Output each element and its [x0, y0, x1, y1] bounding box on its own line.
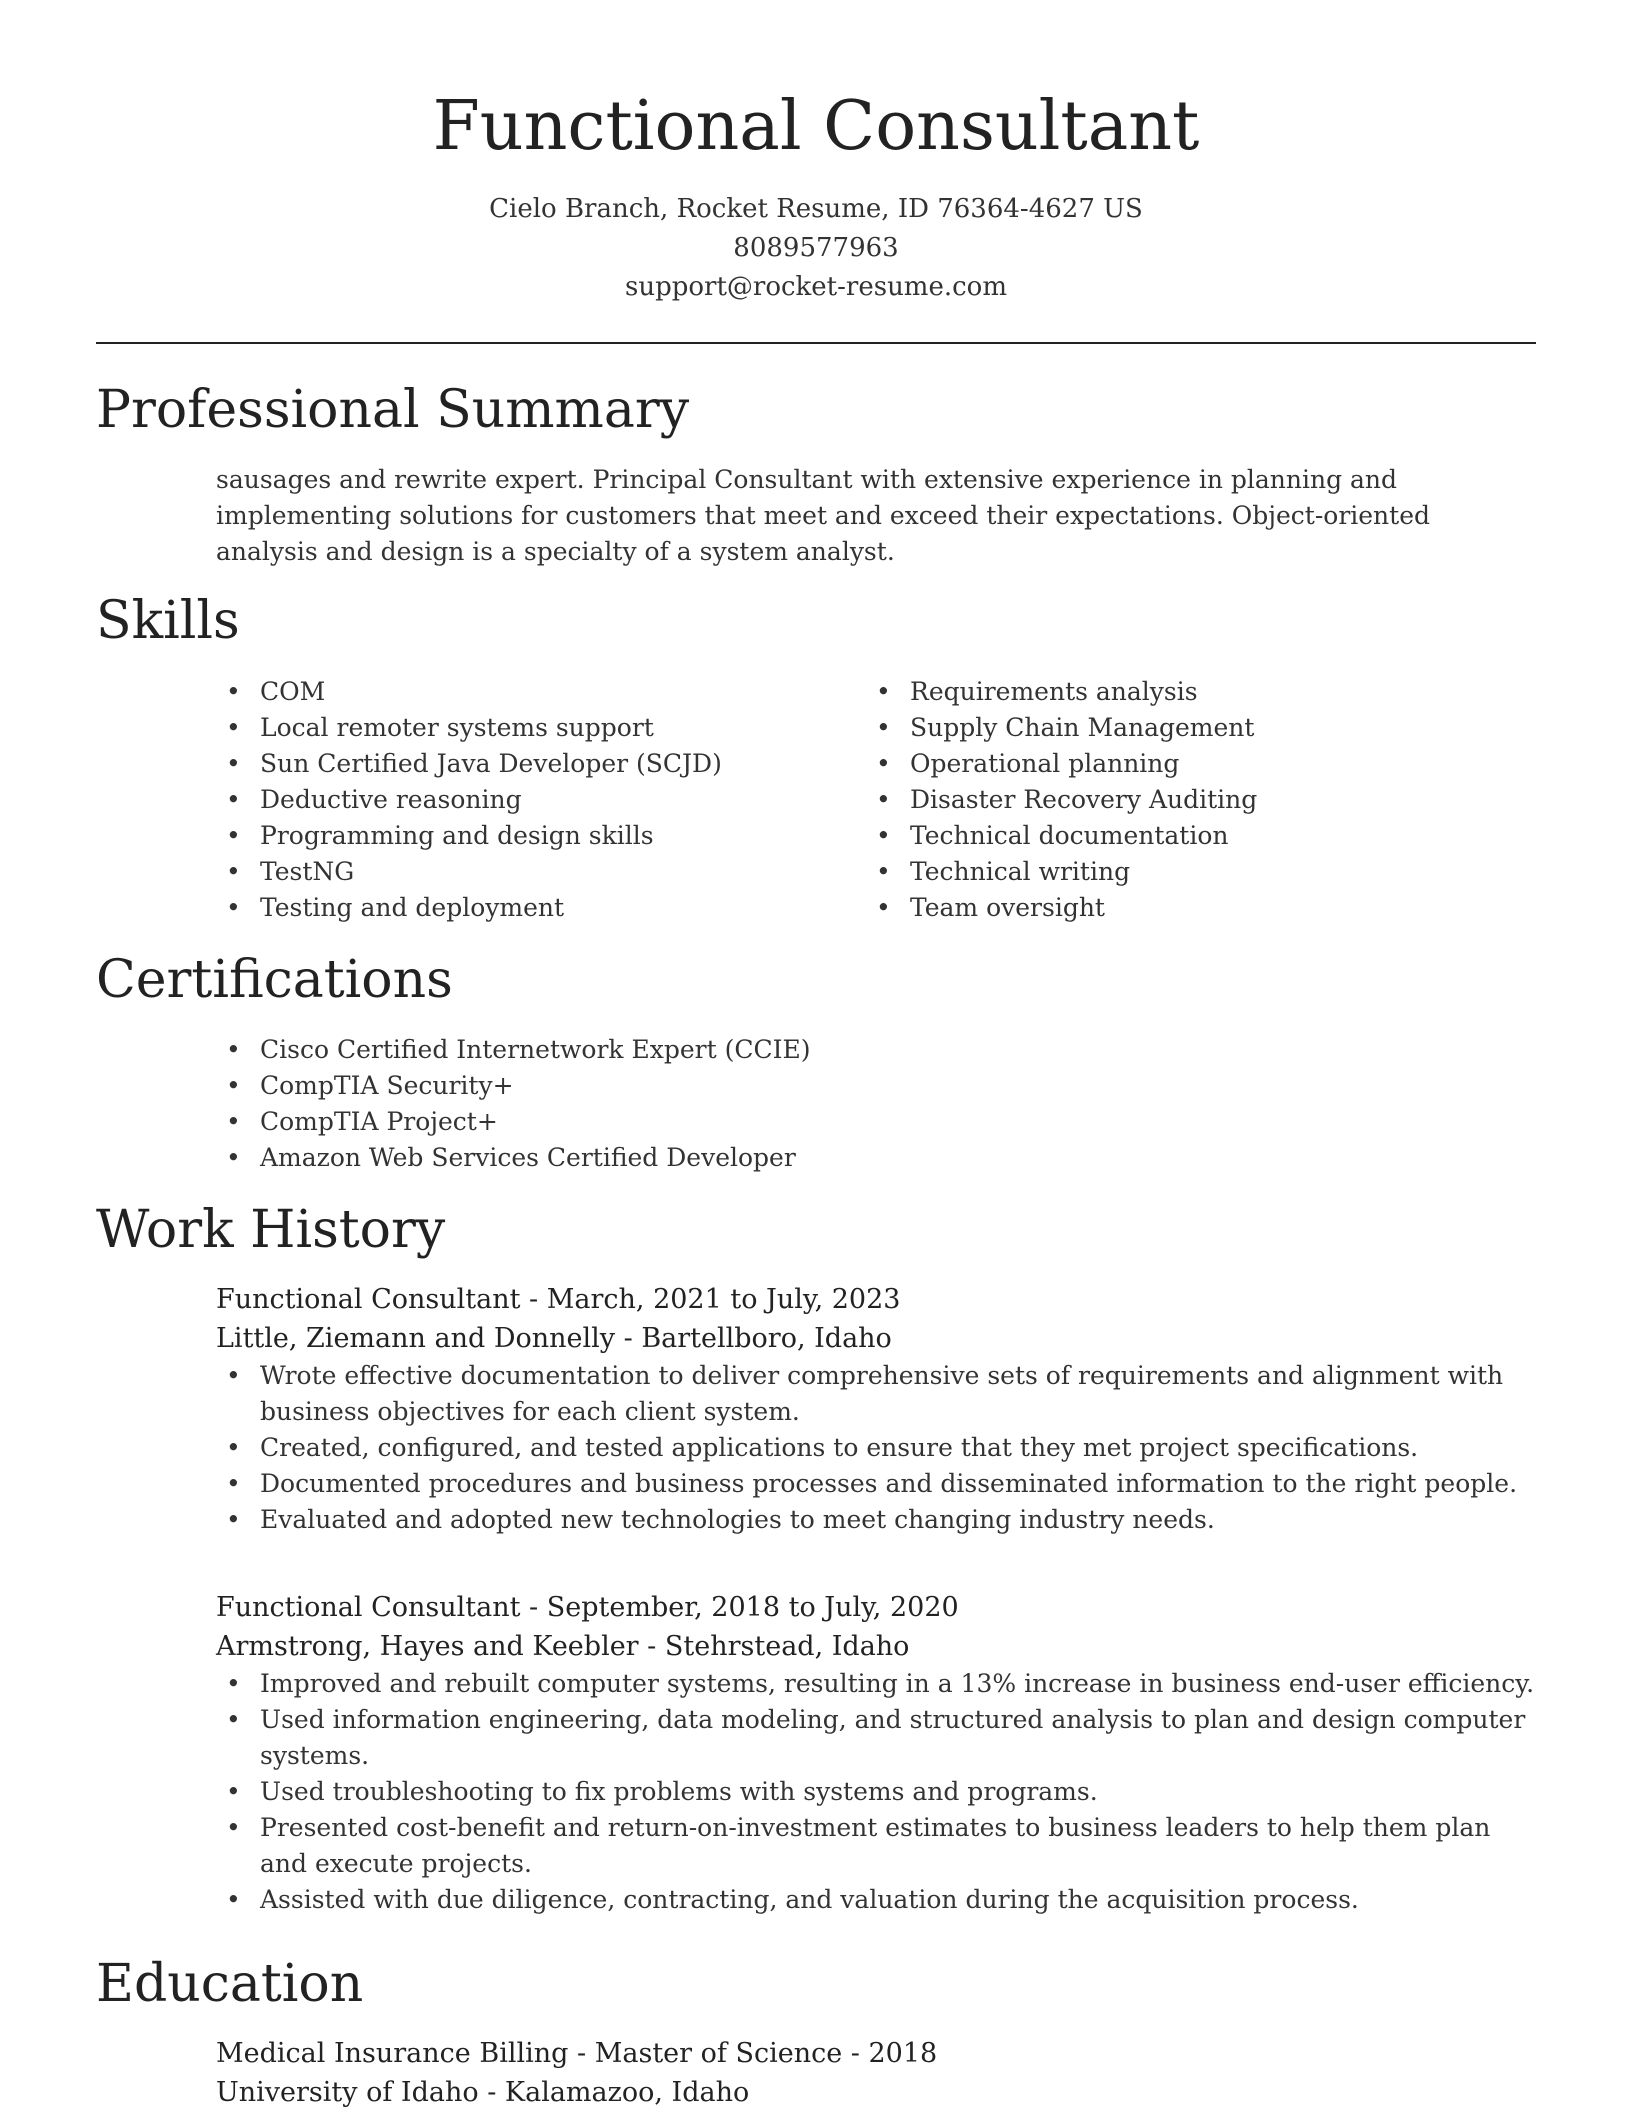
job-title-line: Functional Consultant - September, 2018 to July, 2020 [216, 1592, 959, 1623]
skill-item: • Deductive reasoning [216, 782, 836, 818]
summary-text: sausages and rewrite expert. Principal Consultant with extensive experience in planning and implementing solutions for customers that meet and exceed their expectations. Object-oriented analysis and design is a specialty of a system analyst. [216, 465, 1431, 566]
education-degree: Master of Science [594, 2038, 843, 2069]
job-duty: • Presented cost-benefit and return-on-investment estimates to business leaders to help them plan and execute projects. [216, 1810, 1536, 1882]
skill-item: • Team oversight [866, 890, 1486, 926]
job-duty: • Improved and rebuilt computer systems, resulting in a 13% increase in business end-user efficiency. [216, 1666, 1536, 1702]
job-duty: • Documented procedures and business processes and disseminated information to the right people. [216, 1466, 1536, 1502]
job-duty: • Evaluated and adopted new technologies to meet changing industry needs. [216, 1502, 1536, 1538]
job-duties-list [216, 1666, 1536, 1918]
job-company: Armstrong, Hayes and Keebler [216, 1631, 639, 1662]
work-history-heading: Work History [96, 1200, 446, 1260]
contact-email: support@rocket-resume.com [624, 272, 1007, 302]
certification-item: • CompTIA Project+ [216, 1104, 1116, 1140]
job-entry [216, 1588, 1536, 1918]
job-location: Stehrstead, Idaho [664, 1631, 910, 1662]
contact-info [96, 190, 1536, 307]
job-entry [216, 1280, 1536, 1538]
job-company-line: Armstrong, Hayes and Keebler - Stehrstead, Idaho [216, 1631, 910, 1662]
job-duty: • Used troubleshooting to fix problems with systems and programs. [216, 1774, 1536, 1810]
certifications-list [216, 1032, 1116, 1176]
job-location: Bartellboro, Idaho [641, 1323, 892, 1354]
job-duty: • Assisted with due diligence, contracting, and valuation during the acquisition process. [216, 1882, 1536, 1918]
education-field: Medical Insurance Billing [216, 2038, 569, 2069]
skill-item: • TestNG [216, 854, 836, 890]
skill-item: • Programming and design skills [216, 818, 836, 854]
job-company: Little, Ziemann and Donnelly [216, 1323, 616, 1354]
job-role: Functional Consultant [216, 1284, 521, 1315]
certification-item: • Cisco Certified Internetwork Expert (CCIE) [216, 1032, 1116, 1068]
job-dates: March, 2021 to July, 2023 [546, 1284, 901, 1315]
skill-item: • Requirements analysis [866, 674, 1486, 710]
skill-item: • Testing and deployment [216, 890, 836, 926]
skill-item: • COM [216, 674, 836, 710]
header-divider [96, 342, 1536, 344]
contact-address: Cielo Branch, Rocket Resume, ID 76364-4627 US [489, 194, 1143, 224]
job-duty: • Used information engineering, data modeling, and structured analysis to plan and design computer systems. [216, 1702, 1536, 1774]
skills-list-right [866, 674, 1486, 926]
summary-heading: Professional Summary [96, 380, 690, 440]
skill-item: • Technical writing [866, 854, 1486, 890]
education-entry [216, 2034, 1536, 2112]
job-duty: • Wrote effective documentation to deliver comprehensive sets of requirements and alignment with business objectives for each client system. [216, 1358, 1536, 1430]
job-duty: • Created, configured, and tested applications to ensure that they met project specifications. [216, 1430, 1536, 1466]
contact-phone: 8089577963 [733, 233, 899, 263]
education-location: Kalamazoo, Idaho [504, 2077, 750, 2108]
candidate-name: Functional Consultant [432, 87, 1200, 166]
skills-heading: Skills [96, 591, 240, 651]
education-heading: Education [96, 1954, 364, 2014]
job-company-line: Little, Ziemann and Donnelly - Bartellboro, Idaho [216, 1323, 892, 1354]
job-duties-list [216, 1358, 1536, 1538]
certification-item: • Amazon Web Services Certified Developer [216, 1140, 1116, 1176]
job-title-line: Functional Consultant - March, 2021 to July, 2023 [216, 1284, 901, 1315]
job-dates: September, 2018 to July, 2020 [546, 1592, 959, 1623]
skills-list-left [216, 674, 836, 926]
job-role: Functional Consultant [216, 1592, 521, 1623]
education-school: University of Idaho [216, 2077, 479, 2108]
skill-item: • Sun Certified Java Developer (SCJD) [216, 746, 836, 782]
skill-item: • Operational planning [866, 746, 1486, 782]
skill-item: • Disaster Recovery Auditing [866, 782, 1486, 818]
certification-item: • CompTIA Security+ [216, 1068, 1116, 1104]
skill-item: • Supply Chain Management [866, 710, 1486, 746]
education-year: 2018 [868, 2038, 938, 2069]
resume-header [96, 82, 1536, 307]
certifications-heading: Certifications [96, 950, 453, 1010]
skill-item: • Local remoter systems support [216, 710, 836, 746]
education-school-line: University of Idaho - Kalamazoo, Idaho [216, 2077, 750, 2108]
skill-item: • Technical documentation [866, 818, 1486, 854]
education-degree-line: Medical Insurance Billing - Master of Science - 2018 [216, 2038, 938, 2069]
